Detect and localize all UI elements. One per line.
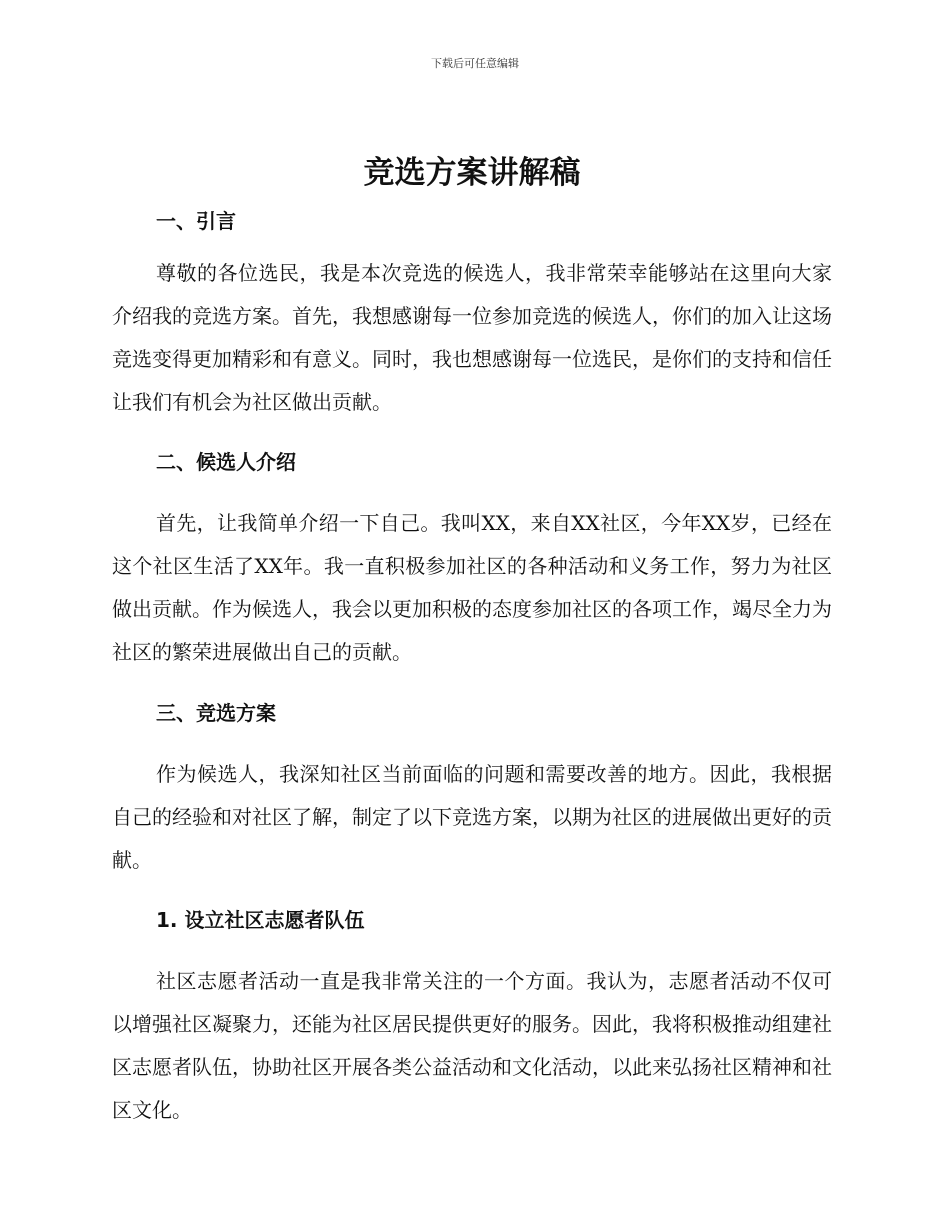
document-body xyxy=(112,148,832,1132)
section-paragraph-volunteers: 社区志愿者活动一直是我非常关注的一个方面。我认为，志愿者活动不仅可以增强社区凝聚力，还能为社区居民提供更好的服务。因此，我将积极推动组建社区志愿者队伍，协助社区开展各类公益活动和文化活动，以此来弘扬社区精神和社区文化。 xyxy=(112,969,832,1122)
document-title: 竞选方案讲解稿 xyxy=(363,155,581,191)
section-paragraph-introduction: 尊敬的各位选民，我是本次竞选的候选人，我非常荣幸能够站在这里向大家介绍我的竞选方案。首先，我想感谢每一位参加竞选的候选人，你们的加入让这场竞选变得更加精彩和有意义。同时，我也想感谢每一位选民，是你们的支持和信任让我们有机会为社区做出贡献。 xyxy=(112,261,832,414)
section-heading-volunteers: 1. 设立社区志愿者队伍 xyxy=(156,908,365,932)
section-heading-candidate: 二、候选人介绍 xyxy=(156,450,296,474)
section-paragraph-plan: 作为候选人，我深知社区当前面临的问题和需要改善的地方。因此，我根据自己的经验和对社区了解，制定了以下竞选方案，以期为社区的进展做出更好的贡献。 xyxy=(112,762,832,872)
section-heading-introduction: 一、引言 xyxy=(156,209,236,233)
page-header-note: 下载后可任意编辑 xyxy=(431,57,519,70)
section-paragraph-candidate: 首先，让我简单介绍一下自己。我叫XX，来自XX社区，今年XX岁，已经在这个社区生活了XX年。我一直积极参加社区的各种活动和义务工作，努力为社区做出贡献。作为候选人，我会以更加积极的态度参加社区的各项工作，竭尽全力为社区的繁荣进展做出自己的贡献。 xyxy=(112,511,832,664)
section-heading-plan: 三、竞选方案 xyxy=(156,701,276,725)
